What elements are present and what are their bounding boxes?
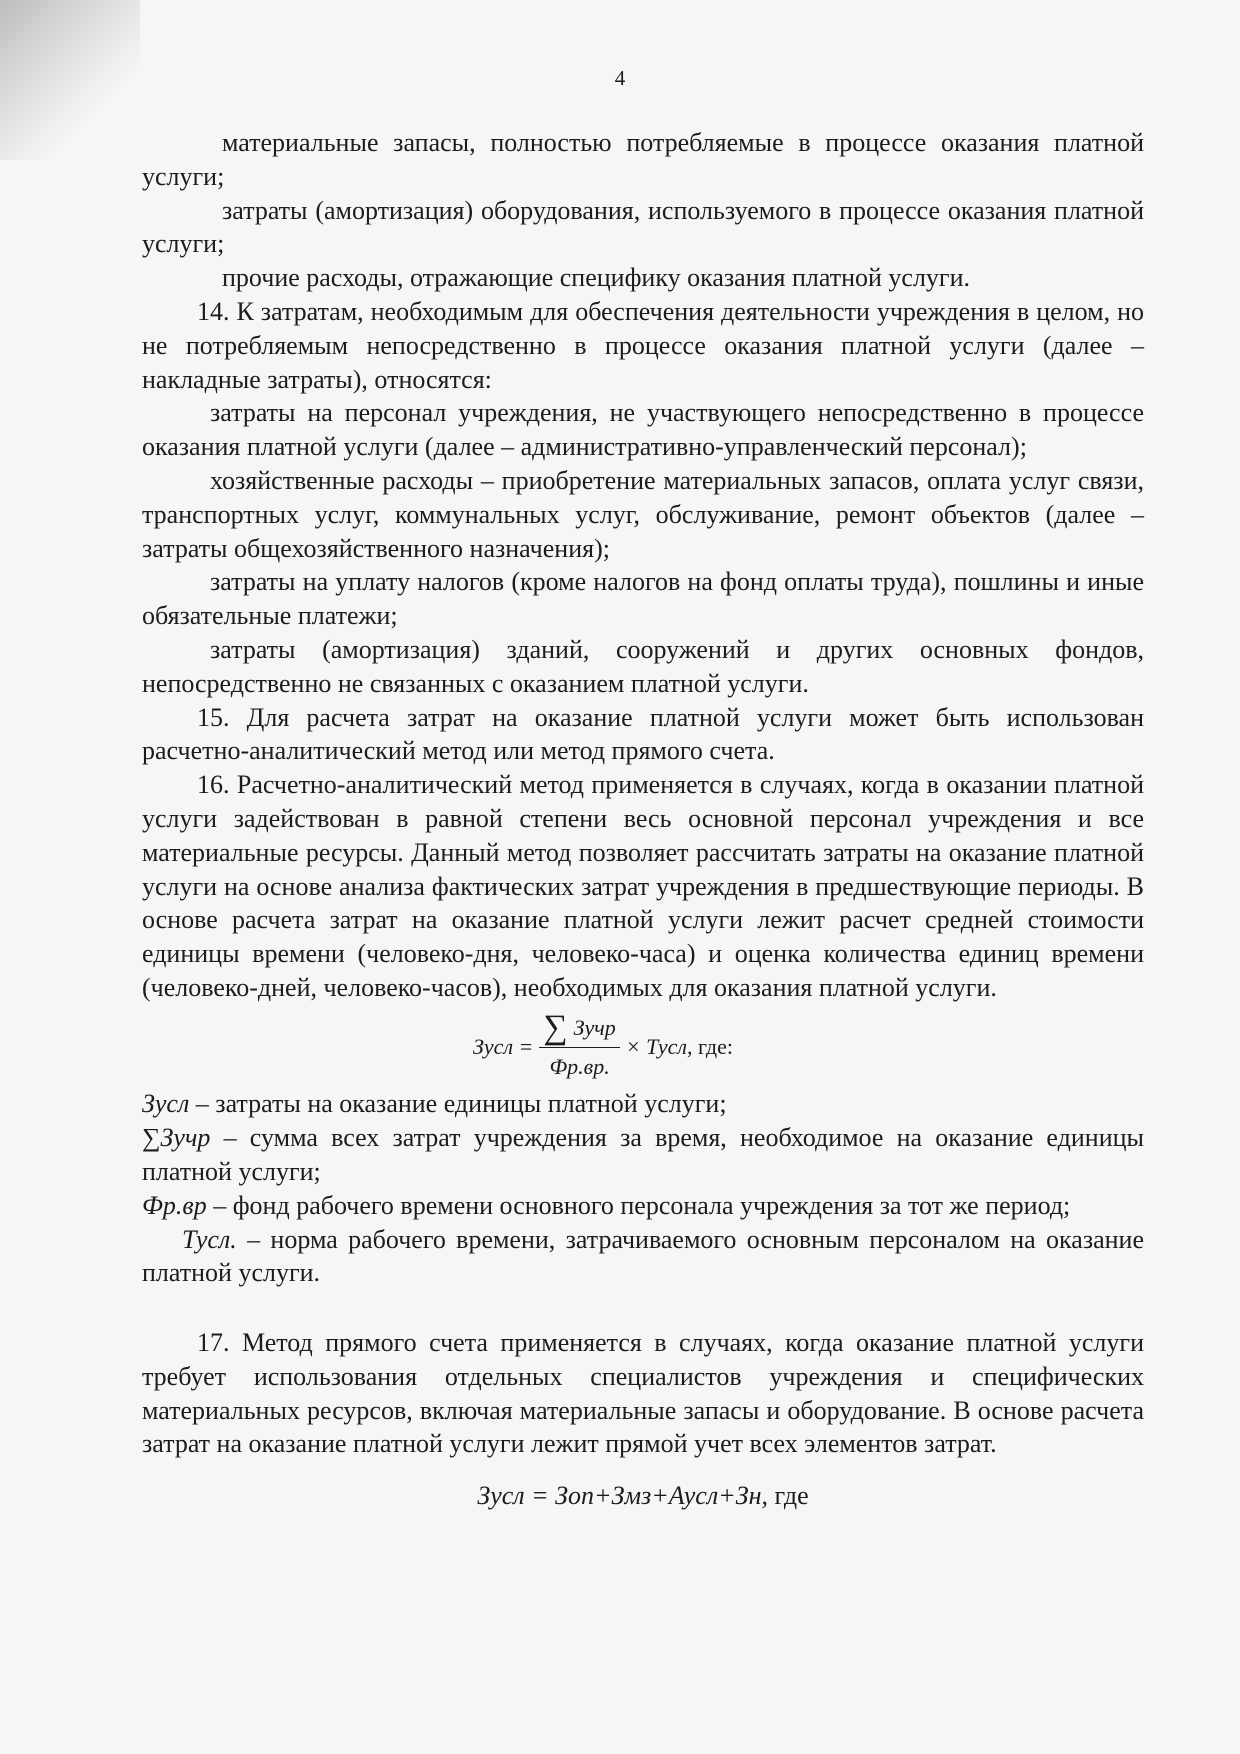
paragraph-other-expenses: прочие расходы, отражающие специфику оказания платной услуги.	[222, 263, 971, 293]
definition-frvr: Фр.вр – фонд рабочего времени основного персонала учреждения за тот же период;	[142, 1190, 1071, 1220]
definition-sum-zuchr: ∑Зучр – сумма всех затрат учреждения за время, необходимое на оказание единицы платной услуги;	[142, 1123, 1144, 1186]
sigma-symbol: ∑	[543, 1008, 568, 1046]
formula-fraction	[539, 1008, 619, 1084]
paragraph-14-overhead: 14. К затратам, необходимым для обеспечения деятельности учреждения в целом, но не потребляемым непосредственно в процессе оказания платной услуги (далее – накладные затраты), относятся:	[142, 296, 1144, 394]
paragraph-admin-personnel: затраты на персонал учреждения, не участвующего непосредственно в процессе оказания платной услуги (далее – административно-управленческий персонал);	[142, 398, 1144, 462]
definition-tusl: Тусл. – норма рабочего времени, затрачиваемого основным персоналом на оказание платной услуги.	[142, 1224, 1144, 1288]
page-number: 4	[614, 66, 626, 90]
formula-numerator: Зучр	[573, 1014, 616, 1040]
paragraph-16-analytical-method: 16. Расчетно-аналитический метод применяется в случаях, когда в оказании платной услуги задействован в равной степени весь основной персонал учреждения и все материальные ресурсы. Данный метод позволяет рассчитать затраты на оказание платной услуги на основе анализа фактических затрат учреждения в предшествующие периоды. В основе расчета затрат на оказание платной услуги лежит расчет средней стоимости единицы времени (человеко-дня, человеко-часа) и оценка количества единиц времени (человеко-дней, человеко-часов), необходимых для оказания платной услуги.	[142, 770, 1144, 1002]
formula-analytical	[142, 1008, 1144, 1084]
formula-lhs: Зусл =	[473, 1034, 534, 1060]
formula-times: × Тусл	[625, 1034, 687, 1060]
document-body	[142, 126, 1144, 1513]
paragraph-equipment-amortization: затраты (амортизация) оборудования, используемого в процессе оказания платной услуги;	[142, 195, 1144, 259]
formula-direct	[142, 1479, 1144, 1513]
formula-tail: , где:	[686, 1034, 733, 1060]
paragraph-17-direct-method: 17. Метод прямого счета применяется в случаях, когда оказание платной услуги требует использования отдельных специалистов учреждения и специфических материальных ресурсов, включая материальные запасы и оборудование. В основе расчета затрат на оказание платной услуги лежит прямой учет всех элементов затрат.	[142, 1328, 1144, 1459]
paragraph-household-expenses: хозяйственные расходы – приобретение материальных запасов, оплата услуг связи, транспортных услуг, коммунальных услуг, обслуживание, ремонт объектов (далее – затраты общехозяйственного назначения);	[142, 465, 1144, 563]
formula-direct-expr: Зусл = Зоп+Змз+Аусл+Зн,	[477, 1481, 769, 1511]
paragraph-buildings-amortization: затраты (амортизация) зданий, сооружений и других основных фондов, непосредственно не связанных с оказанием платной услуги.	[142, 634, 1144, 698]
paragraph-material-stocks: материальные запасы, полностью потребляемые в процессе оказания платной услуги;	[142, 128, 1144, 191]
paragraph-15-methods: 15. Для расчета затрат на оказание платной услуги может быть использован расчетно-аналитический метод или метод прямого счета.	[142, 702, 1144, 766]
paragraph-taxes: затраты на уплату налогов (кроме налогов на фонд оплаты труда), пошлины и иные обязательные платежи;	[142, 567, 1144, 631]
formula-direct-tail: где	[768, 1481, 809, 1511]
definition-zusl: Зусл – затраты на оказание единицы платной услуги;	[142, 1089, 727, 1119]
formula-denominator: Фр.вр.	[549, 1053, 610, 1079]
